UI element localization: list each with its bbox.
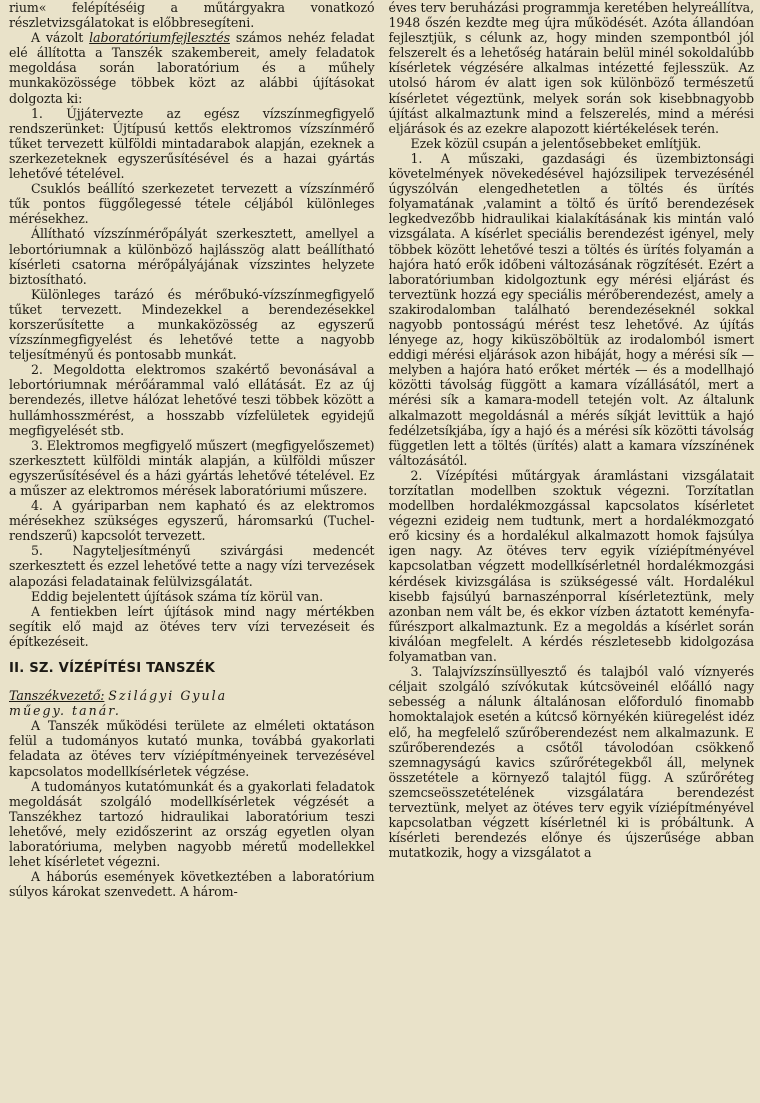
paragraph: 5. Nagyteljesítményű szivárgási medencét szerkesztett és ezzel lehetővé tette a nagy vízi tervezések alapozási feladatainak felülvizsgálatát.: [9, 543, 375, 589]
paragraph: Állítható vízszínmérőpályát szerkesztett, amellyel a lebortóriumnak a különböző hajlásszög alatt beállítható kísérleti csatorna mérőpályájának vízszintes helyzete biztosítható.: [9, 226, 375, 287]
paragraph: 3. Talajvízszínsüllyesztő és talajból való víznyerés céljait szolgáló szívókutak kútcsöveinél előálló nagy sebesség a nálunk általánosan előforduló finomabb homoktalajok esetén a kútcső környékén kiüregelést idéz elő, ha megfelelő szűrőberendezést nem alkalmazunk. E szűrőberendezés a csőtől távolodóan csökkenő szemnagyságú kavics szűrőrétegekből áll, melynek összetétele a környező talajtól függ. A szűrőréteg szemcseösszetételének vizsgálatára berendezést terveztünk, melyet az ötéves terv egyik víziépítményével kapcsolatban végzett kísérletnél ki is próbáltunk. A kísérleti berendezés előnye és újszerűsége abban mutatkozik, hogy a vizsgálatot a: [388, 664, 754, 861]
paragraph: 2. Megoldotta elektromos szakértő bevonásával a lebortóriumnak mérőárammal való ellátását. Ez az új berendezés, illetve hálózat lehetővé teszi többek között a hullámhosszmérést, a hosszabb vízfelületek egyidejű megfigyelését stb.: [9, 362, 375, 438]
paragraph: Különleges tarázó és mérőbukó-vízszínmegfigyelő tűket tervezett. Mindezekkel a berendezésekkel korszerűsítette a munkaközösség az egyszerű vízszínmegfigyelést és lehetővé tette a nagyobb teljesítményű és pontosabb munkát.: [9, 286, 375, 363]
paragraph: 3. Elektromos megfigyelő műszert (megfigyelőszemet) szerkesztett külföldi minták alapján, a külföldi műszer egyszerűsítésével és a házi gyártás lehetővé tételével. Ez a műszer az elektromos mérések laboratóriumi műszere.: [9, 437, 375, 498]
section-heading: II. SZ. VÍZÉPÍTÉSI TANSZÉK: [9, 661, 216, 677]
paragraph: A háborús események következtében a laboratórium súlyos károkat szenvedett. A három-: [9, 869, 375, 900]
paragraph: [9, 30, 375, 105]
paragraph: A Tanszék működési területe az elméleti oktatáson felül a tudományos kutató munka, továbbá gyakorlati feladata az ötéves terv víziépítményeinek tervezésével kapcsolatos modellkísérletek végzése.: [9, 718, 375, 779]
paragraph: 1. A műszaki, gazdasági és üzembiztonsági követelmények növekedésével hajózsilipek tervezésénél úgyszólván elengedhetetlen a töltés és ürítés folyamatának ,valamint a töltő és ürítő berendezések legkedvezőbb hidraulikai kialakításának kis mintán való vizsgálata. A kísérlet speciális berendezést igényel, mely többek között lehetővé teszi a töltés és ürítés folyamán a hajóra ható erők időbeni változásának rögzítését. Ezért a laboratóriumban kidolgoztunk egy mérési eljárást és terveztünk hozzá egy speciális mérőberendezést, amely a szakirodalomban található berendezéseknél sokkal nagyobb pontosságú mérést tesz lehetővé. Az újítás lényege az, hogy kiküszöböltük az irodalomból ismert eddigi mérési eljárások azon hibáját, hogy a mérési sík — melyben a hajóra ható erőket mérték — és a modellhajó közötti távolság függött a kamara vízállásától, mert a mérési sík a kamara-modell tetején volt. Az általunk alkalmazott megoldásnál a mérés síkját levittük a hajó fedélzetsíkjába, így a hajó és a mérési sík közötti távolság független lett a töltés (ürítés) alatt a kamara vízszínének változásától.: [388, 150, 754, 468]
paragraph: Eddig bejelentett újítások száma tíz körül van.: [31, 588, 324, 604]
paragraph: A fentiekben leírt újítások mind nagy mértékben segítik elő majd az ötéves terv vízi tervezéseit és építkezéseit.: [9, 603, 375, 649]
right-column: [389, 0, 755, 1103]
text-run: A vázolt: [31, 30, 90, 46]
paragraph: Ezek közül csupán a jelentősebbeket említjük.: [410, 135, 702, 151]
head-title: műegy. tanár.: [9, 703, 121, 719]
paragraph: A tudományos kutatómunkát és a gyakorlati feladatok megoldását szolgáló modellkísérletek végzését a Tanszékhez tartozó hidraulikai laboratórium teszi lehetővé, mely ezidőszerint az ország egyetlen olyan laboratóriuma, melyben nagyobb méretű modellekkel lehet kísérletet végezni.: [9, 778, 375, 870]
paragraph: 4. A gyáriparban nem kapható és az elektromos mérésekhez szükséges egyszerű, háromsarkú (Tuchel-rendszerű) kapcsolót tervezett.: [9, 498, 375, 544]
text-run: számos nehéz feladat elé állította a Tanszék szakembereit, amely feladatok megoldása során laboratórium és a műhely munkaközössége többek közt az alábbi újításokat dolgozta ki:: [9, 30, 375, 106]
paragraph: rium« felépítéséig a műtárgyakra vonatkozó részletvizsgálatokat is előbbresegíteni.: [9, 0, 375, 31]
left-column: [9, 0, 375, 1103]
emphasized-term: laboratóriumfejlesztés: [89, 30, 230, 46]
head-label: Tanszékvezető:: [9, 688, 105, 704]
head-name: Szilágyi Gyula: [108, 688, 228, 704]
paragraph: 2. Vízépítési műtárgyak áramlástani vizsgálatait torzítatlan modellben szoktuk végezni. Torzítatlan modellben hordalékmozgással kapcsolatos kísérletet végezni ezideig nem tudtunk, mert a hordalékmozgató erő kicsiny és a hordalékul alkalmazott homok fajsúlya igen nagy. Az ötéves terv egyik víziépítményével kapcsolatban végzett modellkísérletnél hordalékmozgási kérdések kivizsgálása is szükségessé vált. Hordalékul kisebb fajsúlyú barnaszénporral kísérleteztünk, mely azonban nem vált be, és ekkor vízben áztatott keményfa-fűrészport alkalmaztunk. Ez a megoldás a kísérlet során kiválóan megfelelt. A kérdés részletesebb kidolgozása folyamatban van.: [388, 467, 754, 665]
department-head-line: [9, 688, 375, 703]
paragraph: Csuklós beállító szerkezetet tervezett a vízszínmérő tűk pontos függőlegessé tétele céljából különleges mérésekhez.: [9, 181, 375, 227]
paragraph: éves terv beruházási programmja keretében helyreállítva, 1948 őszén kezdte meg újra működését. Azóta állandóan fejlesztjük, s célunk az, hogy minden szempontból jól felszerelt és a lehetőség határain belül minél sokoldalúbb kísérletek végzésére alkalmas intézetté fejlesszük. Az utolsó három év alatt igen sok különböző természetű kísérletet végeztünk, melyek során sok kisebbnagyobb újítást alkalmaztunk mind a felszerelés, mind a mérési eljárások és az ezekre alapozott kiértékelések terén.: [388, 0, 754, 136]
paragraph: 1. Újjátervezte az egész vízszínmegfigyelő rendszerünket: Újtípusú kettős elektromos vízszínmérő tűket tervezett külföldi mintadarabok alapján, ezeknek a szerkezeteknek egyszerűsítésével és a hazai gyártás lehetővé tételével.: [9, 105, 375, 182]
